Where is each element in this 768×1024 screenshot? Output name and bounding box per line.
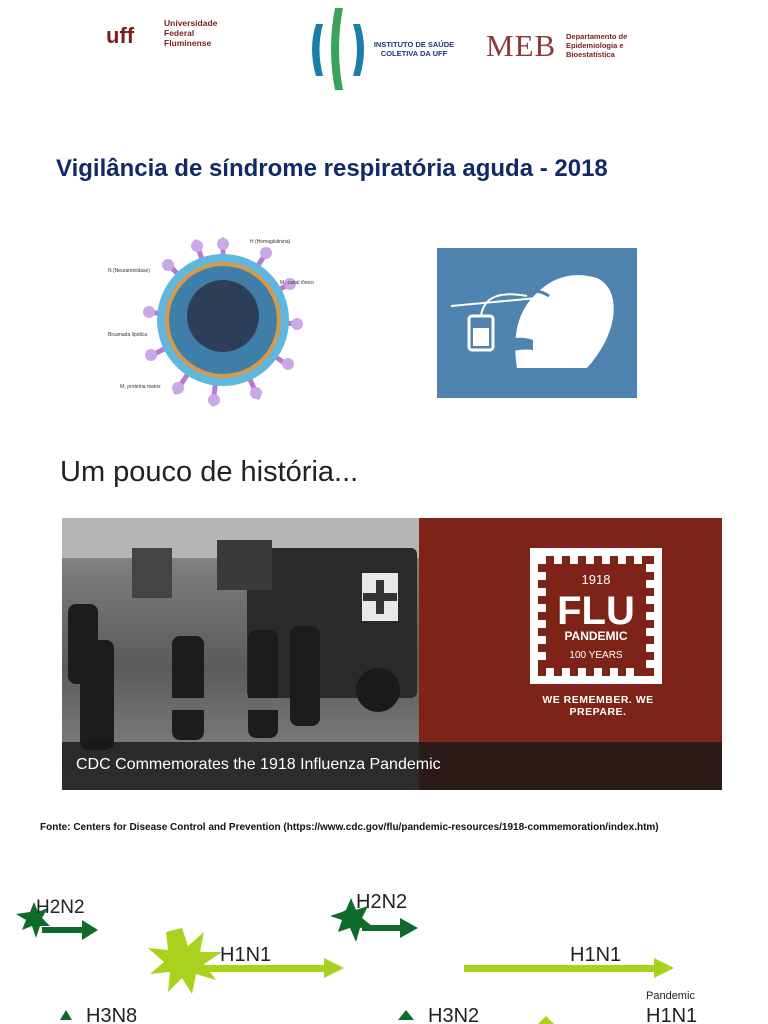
influenza-subtype-timeline xyxy=(0,880,768,1024)
label-h3n2: H3N2 xyxy=(428,1005,480,1024)
banner-caption: CDC Commemorates the 1918 Influenza Pandemic xyxy=(76,756,441,773)
label-m1: M₁ proteína matriz xyxy=(120,384,161,390)
meb-line-2: Epidemiologia e xyxy=(566,41,624,50)
uff-line-1: Universidade xyxy=(164,18,218,28)
virus-core xyxy=(187,280,259,352)
star-dark-icon xyxy=(398,1010,414,1020)
swab-graphic xyxy=(437,248,637,398)
timeline-h1n1-a xyxy=(148,928,344,994)
label-h1n1-a: H1N1 xyxy=(220,944,272,966)
arrow-head-icon xyxy=(324,958,344,978)
influenza-virus-diagram xyxy=(108,232,340,408)
meb-name xyxy=(566,32,627,59)
label-h2n2-a: H2N2 xyxy=(36,897,85,918)
timeline-h1n1-b xyxy=(464,944,674,978)
section-heading: Um pouco de história... xyxy=(60,456,359,488)
star-dark-icon xyxy=(60,1010,72,1020)
label-h3n8: H3N8 xyxy=(86,1005,138,1024)
meb-line-1: Departamento de xyxy=(566,32,628,41)
uff-name xyxy=(164,18,217,48)
timeline-lower-row xyxy=(60,990,697,1024)
label-m2: M₂ canal iônico xyxy=(280,280,314,286)
banner-tagline: WE REMEMBER. WE PREPARE. xyxy=(542,694,654,718)
label-pandemic: Pandemic xyxy=(646,990,695,1002)
cdc-1918-banner[interactable] xyxy=(62,518,722,790)
uff-mark-text: uff xyxy=(106,24,135,46)
isc-logo xyxy=(308,4,458,94)
label-h2n2-b: H2N2 xyxy=(356,891,408,913)
isc-logo-mark xyxy=(308,4,368,94)
meb-logo xyxy=(486,28,646,68)
timeline-h2n2-a xyxy=(16,897,98,940)
badge-100-years: 100 YEARS xyxy=(569,650,623,661)
arrow-head-icon xyxy=(654,958,674,978)
label-h1n1-b: H1N1 xyxy=(570,944,622,966)
label-neuraminidase: N (Neuraminidase) xyxy=(108,268,150,274)
isc-line-1: INSTITUTO DE SAÚDE xyxy=(373,40,455,49)
star-light-icon xyxy=(538,1016,554,1024)
uff-logo-mark xyxy=(106,24,160,46)
label-h1n1-c: H1N1 xyxy=(646,1005,698,1024)
arrow-head-icon xyxy=(82,920,98,940)
flu-pandemic-badge xyxy=(528,546,664,686)
uff-line-3: Fluminense xyxy=(164,38,212,48)
isc-line-2: COLETIVA DA UFF xyxy=(380,49,448,58)
meb-line-3: Bioestatística xyxy=(566,50,615,59)
label-hemagglutinin: H (Hemaglutinina) xyxy=(250,239,291,245)
timeline-h2n2-b xyxy=(330,891,418,942)
nasal-swab-illustration xyxy=(437,248,637,398)
badge-pandemic: PANDEMIC xyxy=(564,629,628,643)
badge-flu: FLU xyxy=(557,589,635,633)
uff-logo xyxy=(106,18,226,54)
arrow-head-icon xyxy=(400,918,418,938)
badge-year: 1918 xyxy=(581,572,611,587)
star-light-icon xyxy=(148,928,222,994)
source-note: Fonte: Centers for Disease Control and Prevention (https://www.cdc.gov/flu/pandemic-resources/1918-commemoration/index.htm) xyxy=(40,822,659,833)
uff-line-2: Federal xyxy=(164,28,195,38)
label-lipid-bilayer: Bicamada lipídica xyxy=(108,332,148,338)
page-title: Vigilância de síndrome respiratória aguda - 2018 xyxy=(56,155,608,182)
isc-name xyxy=(370,40,458,58)
meb-logo-mark: MEB xyxy=(486,28,557,63)
